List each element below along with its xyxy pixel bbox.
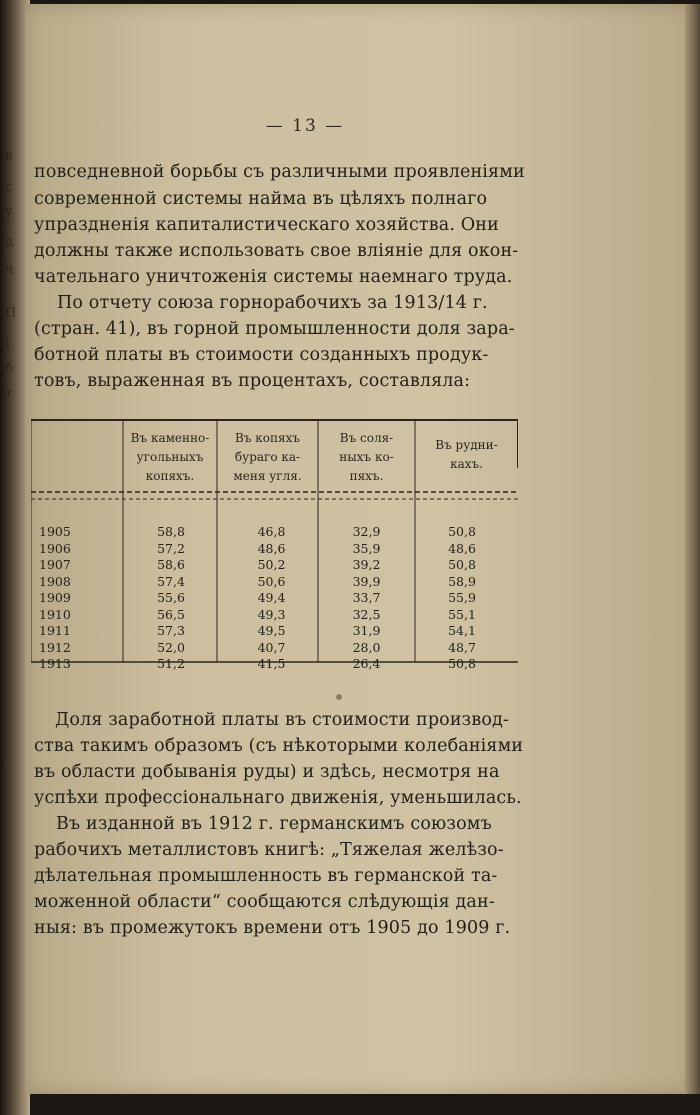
wage-share-table — [31, 416, 518, 671]
text-line: повседневной борьбы съ различными проявленіями — [34, 162, 525, 182]
text-line: По отчету союза горнорабочихъ за 1913/14 г. — [57, 293, 488, 313]
table-header-salt: Въ соля- ныхъ ко- пяхъ. — [339, 431, 394, 483]
table-cell: 39,9 — [352, 573, 381, 589]
table-year: 1911 — [39, 623, 71, 638]
table-cell: 58,8 — [157, 524, 185, 539]
text-line: моженной области“ сообщаются слѣдующія дан- — [34, 892, 495, 912]
table-cell: 57,2 — [157, 540, 185, 556]
page-number: — 13 — — [265, 116, 345, 136]
table-year: 1907 — [39, 557, 71, 572]
table-cell: 33,7 — [352, 590, 381, 605]
text-line: должны также использовать свое вліяніе для окон- — [34, 241, 519, 261]
paper-speck — [336, 694, 342, 700]
margin-letter: П — [4, 305, 17, 322]
text-line: товъ, выраженная въ процентахъ, составляла: — [34, 371, 471, 391]
text-line: современной системы найма въ цѣляхъ полнаго — [34, 189, 488, 209]
table-cell: 57,3 — [157, 623, 185, 638]
text-line: упраздненія капиталистическаго хозяйства. Они — [34, 215, 499, 235]
table-cell: 49,3 — [257, 606, 286, 622]
page-shadow — [685, 4, 700, 1094]
table-header-ore: Въ рудни- кахъ. — [435, 438, 498, 471]
table-cell: 49,4 — [257, 590, 286, 605]
table-cell: 41,5 — [257, 656, 286, 671]
table-cell: 50,8 — [448, 524, 476, 539]
table-cell: 48,6 — [448, 540, 476, 556]
table-cell: 50,8 — [448, 557, 476, 572]
table-year: 1913 — [39, 656, 71, 671]
margin-letter: ч — [4, 261, 15, 278]
text-line: чательнаго уничтоженія системы наемнаго труда. — [34, 267, 513, 287]
table-cell: 28,0 — [352, 639, 381, 655]
table-cell: 35,9 — [352, 540, 381, 556]
table-cell: 48,6 — [257, 540, 286, 556]
table-cell: 57,4 — [157, 573, 185, 589]
table-header-lignite: Въ копяхъ бураго ка- меня угля. — [233, 431, 302, 483]
text-line: ства такимъ образомъ (съ нѣкоторыми колебаніями — [34, 736, 524, 756]
table-cell: 46,8 — [257, 524, 286, 539]
text-line: (стран. 41), въ горной промышленности доля зара- — [34, 319, 515, 339]
table-year: 1908 — [39, 573, 71, 589]
table-cell: 50,8 — [448, 656, 476, 671]
text-line: Доля заработной платы въ стоимости производ- — [55, 710, 510, 730]
margin-letter: т — [4, 385, 13, 402]
table-cell: 31,9 — [352, 623, 381, 638]
margin-letter: с — [4, 179, 13, 196]
table-cell: 50,6 — [257, 573, 286, 589]
table-cell: 58,6 — [157, 557, 185, 572]
table-year: 1906 — [39, 540, 71, 556]
table-cell: 56,5 — [157, 606, 185, 622]
margin-letter: ( — [4, 335, 11, 352]
table-cell: 49,5 — [257, 623, 286, 638]
table-cell: 48,7 — [448, 639, 476, 655]
table-cell: 52,0 — [157, 639, 185, 655]
text-line: ботной платы въ стоимости созданныхъ продук- — [34, 345, 489, 365]
margin-letter: в — [4, 147, 13, 164]
table-cell: 32,5 — [352, 606, 381, 622]
table-cell: 50,2 — [257, 557, 286, 572]
table-cell: 40,7 — [257, 639, 286, 655]
table-cell: 55,6 — [157, 590, 185, 605]
text-line: Въ изданной въ 1912 г. германскимъ союзомъ — [56, 814, 492, 834]
table-cell: 32,9 — [352, 524, 381, 539]
table-cell: 51,2 — [157, 656, 185, 671]
text-line: успѣхи профессіональнаго движенія, уменьшилась. — [34, 788, 522, 808]
table-cell: 58,9 — [448, 573, 476, 589]
table-cell: 54,1 — [448, 623, 476, 638]
margin-letter: д — [4, 233, 14, 250]
text-line: ныя: въ промежутокъ времени отъ 1905 до 1909 г. — [34, 918, 511, 938]
text-line: рабочихъ металлистовъ книгѣ: „Тяжелая желѣзо- — [34, 840, 504, 860]
table-cell: 39,2 — [352, 557, 381, 572]
table-cell: 26,4 — [352, 656, 381, 671]
table-cell: 55,9 — [448, 590, 476, 605]
text-line: въ области добыванія руды) и здѣсь, несмотря на — [34, 762, 500, 782]
table-year: 1912 — [39, 639, 71, 655]
table-header-coal: Въ каменно- угольныхъ копяхъ. — [130, 431, 210, 483]
table-year: 1910 — [39, 606, 71, 622]
table-year: 1909 — [39, 590, 71, 605]
table-year: 1905 — [39, 524, 71, 539]
margin-letter: у — [4, 203, 14, 220]
margin-letter: б — [4, 360, 14, 377]
table-cell: 55,1 — [448, 606, 476, 622]
book-page — [25, 4, 693, 1094]
text-line: дѣлательная промышленность въ германской та- — [34, 866, 498, 886]
